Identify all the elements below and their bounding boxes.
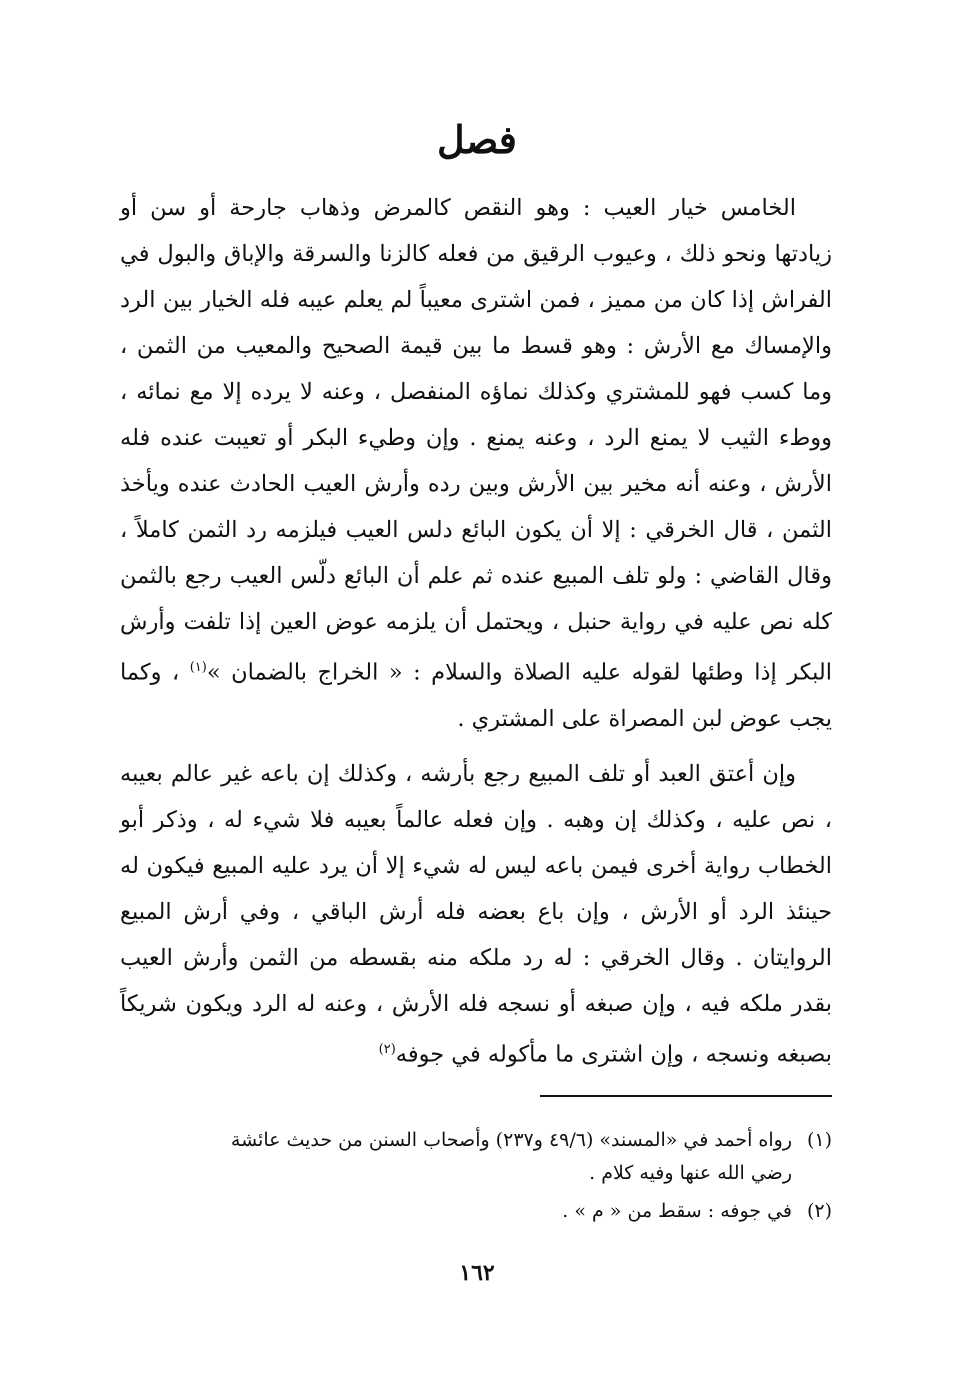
section-title: فصل [437, 117, 517, 162]
footnote-1-number: (١) [806, 1129, 832, 1151]
paragraph-1 [120, 185, 832, 742]
footnote-1-line2: رضي الله عنها وفيه كلام . [589, 1162, 792, 1184]
footnote-1-line1: رواه أحمد في «المسند» (٤٩/٦ و٢٣٧) وأصحاب السنن من حديث عائشة [230, 1129, 792, 1151]
paragraph-2-text: وإن أعتق العبد أو تلف المبيع رجع بأرشه ، وكذلك إن باعه غير عالم بعيبه ، نص عليه ، وكذلك إن وهبه . وإن فعله عالماً بعيبه فلا شيء له ، وذكر أبو الخطاب رواية أخرى فيمن باعه ليس له شيء إلا أن يرد عليه المبيع فيكون له حينئذ الرد أو الأرش ، وإن باع بعضه فله أرش الباقي ، وفي أرش المبيع الروايتان . وقال الخرقي : له رد ملكه منه بقسطه من الثمن وأرش العيب بقدر ملكه فيه ، وإن صبغه أو نسجه فله الأرش ، وعنه له الرد ويكون شريكاً بصبغه ونسجه ، وإن اشترى ما مأكوله في جوفه [120, 761, 832, 1068]
footnote-2 [120, 1195, 832, 1228]
paragraph-1-tail: ، وكما يجب عوض لبن المصراة على المشتري . [120, 659, 832, 732]
footnote-divider [540, 1095, 832, 1097]
footnote-ref-2[interactable]: (٢) [378, 1042, 396, 1057]
paragraph-2 [120, 751, 832, 1078]
footnote-2-line1: في جوفه : سقط من « م » . [562, 1200, 792, 1222]
footnote-1 [120, 1124, 832, 1190]
page-number: ١٦٢ [459, 1260, 495, 1286]
footnote-2-number: (٢) [806, 1200, 832, 1222]
paragraph-1-text: الخامس خيار العيب : وهو النقص كالمرض وذهاب جارحة أو سن أو زيادتها ونحو ذلك ، وعيوب الرقيق من فعله كالزنا والسرقة والإباق والبول في الفراش إذا كان من مميز ، فمن اشترى معيباً لم يعلم عيبه فله الخيار بين الرد والإمساك مع الأرش : وهو قسط ما بين قيمة الصحيح والمعيب من الثمن ، وما كسب فهو للمشتري وكذلك نماؤه المنفصل ، وعنه لا يرده إلا مع نمائه ، ووطء الثيب لا يمنع الرد ، وعنه يمنع . وإن وطيء البكر أو تعيبت عنده فله الأرش ، وعنه أنه مخير بين الأرش وبين رده وأرش العيب الحادث عنده ويأخذ الثمن ، قال الخرقي : إلا أن يكون البائع دلس العيب فيلزمه رد الثمن كاملاً ، وقال القاضي : ولو تلف المبيع عنده ثم علم أن البائع دلّس العيب رجع بالثمن كله نص عليه في رواية حنبل ، ويحتمل أن يلزمه عوض العين إذا تلفت وأرش البكر إذا وطئها لقوله عليه الصلاة والسلام : « الخراج بالضمان » [120, 195, 832, 686]
footnote-ref-1[interactable]: (١) [189, 660, 207, 675]
